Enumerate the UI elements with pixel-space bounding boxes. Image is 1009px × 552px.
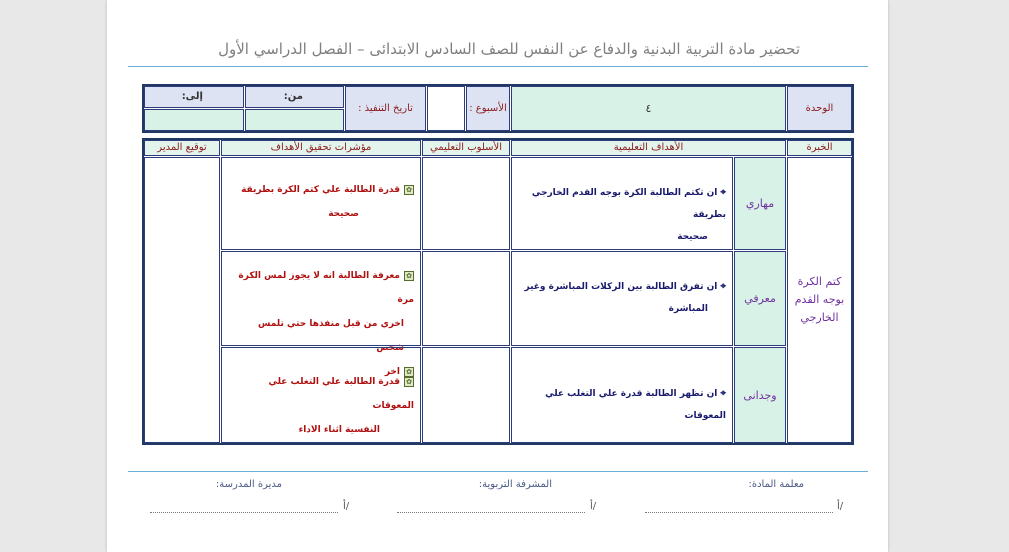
crosshair-bullet-icon: ⌖ [720,281,726,292]
date-label: تاريخ التنفيذ : [345,86,426,131]
to-value[interactable] [144,109,244,131]
supervisor-prefix: أ/ [590,501,597,512]
domain-knowledge: معرفي [734,251,786,346]
to-label: إلى: [181,91,203,102]
flower-bullet-icon: ✿ [404,271,414,281]
crosshair-bullet-icon: ⌖ [720,388,726,399]
from-label: من: [283,91,303,102]
method-row-2[interactable] [422,251,510,346]
signature-cell[interactable] [144,157,220,443]
page-title: تحضير مادة التربية البدنية والدفاع عن النفس للصف السادس الابتدائى – الفصل الدراسي الأول [218,40,800,58]
experience-text: كتم الكرة بوجه القدم الخارجي [794,275,845,324]
unit-label: الوحدة [787,86,852,131]
flower-bullet-icon: ✿ [404,367,414,377]
domain-skill: مهاري [734,157,786,250]
teacher-signature-line[interactable] [645,512,833,513]
principal-prefix: أ/ [343,501,350,512]
to-label-cell [144,86,244,108]
header-method: الأسلوب التعليمي [422,140,510,156]
supervisor-label: المشرفة التربوية: [478,479,552,490]
header-signature: توقيع المدير [144,140,220,156]
principal-label: مديرة المدرسة: [215,479,282,490]
flower-bullet-icon: ✿ [404,377,414,387]
from-label-cell [245,86,344,108]
objective-row-3: ⌖ان تظهر الطالبة قدرة علي التغلب علي المعوقات [511,347,733,443]
header-experience: الخبرة [787,140,852,156]
header-divider [128,66,868,67]
indicator-row-1: ✿قدرة الطالبة علي كتم الكرة بطريقة صحيحة [221,157,421,250]
objective-row-1: ⌖ان تكتم الطالبة الكرة بوجه القدم الخارجي بطريقة صحيحة [511,157,733,250]
experience-value [787,157,852,443]
week-label: الأسبوع : [466,86,510,131]
footer-divider [128,471,868,472]
teacher-label: معلمة المادة: [748,479,804,490]
flower-bullet-icon: ✿ [404,185,414,195]
unit-value: ٤ [511,86,786,131]
week-value[interactable] [427,86,465,131]
header-objectives: الأهداف التعليمية [511,140,786,156]
domain-affective: وجدانى [734,347,786,443]
header-indicators: مؤشرات تحقيق الأهداف [221,140,421,156]
indicator-row-2: ✿معرفة الطالبة انه لا يجوز لمس الكرة مرة اخري من قبل منفذها حتي تلمس شخص ✿اخر [221,251,421,346]
supervisor-signature-line[interactable] [397,512,585,513]
method-row-3[interactable] [422,347,510,443]
method-row-1[interactable] [422,157,510,250]
teacher-prefix: أ/ [837,501,844,512]
crosshair-bullet-icon: ⌖ [720,187,726,198]
objective-row-2: ⌖ان تفرق الطالبة بين الركلات المباشرة وغير المباشرة [511,251,733,346]
from-value[interactable] [245,109,344,131]
indicator-row-3: ✿قدرة الطالبة علي التغلب علي المعوقات النفسية اثناء الاداء [221,347,421,443]
principal-signature-line[interactable] [150,512,338,513]
